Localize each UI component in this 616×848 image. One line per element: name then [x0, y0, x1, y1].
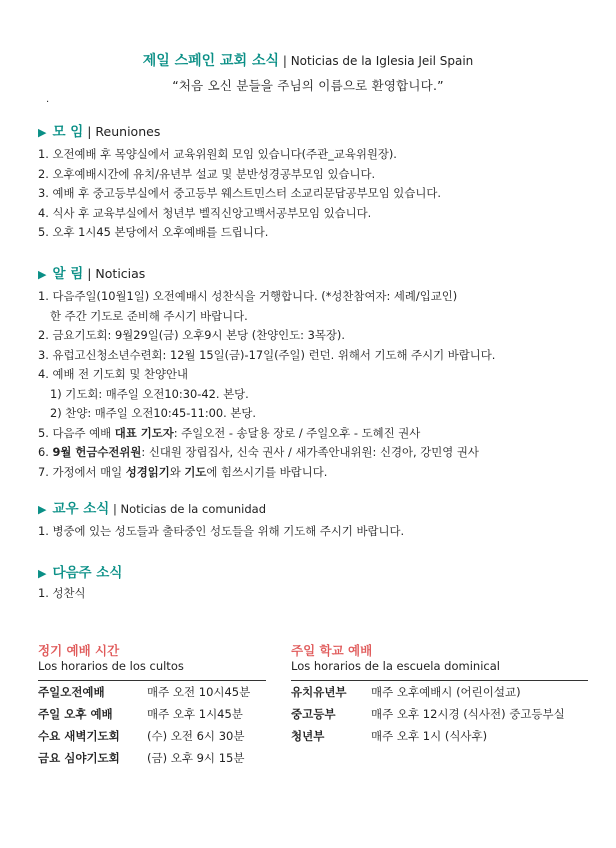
list-item: 4. 예배 전 기도회 및 찬양안내 [38, 367, 189, 381]
section-heading [38, 264, 598, 284]
section-meetings [38, 122, 598, 243]
service-name: 수요 새벽기도회 [38, 729, 120, 743]
section-heading [38, 499, 598, 519]
meetings-list [38, 145, 598, 243]
list-item: 3. 유럽고신청소년수련회: 12월 15일(금)-17일(주일) 런던. 위해서 기도해 주시기 바랍니다. [38, 347, 496, 362]
section-heading [38, 563, 598, 583]
item-text: 와 [169, 464, 185, 479]
welcome-message: “처음 오신 분들을 주님의 이름으로 환영합니다.” [172, 78, 444, 93]
service-time: (금) 오후 9시 15분 [147, 751, 245, 765]
section-next-week [38, 563, 598, 604]
item-bold-text: 대표 기도자 [114, 425, 174, 440]
schedule-row [291, 681, 588, 703]
schedule-row [38, 681, 266, 703]
section-community [38, 499, 598, 542]
list-sub-item: 1) 기도회: 매주일 오전10:30-42. 본당. [50, 386, 249, 401]
item-text: 5. 다음주 예배 [38, 425, 115, 440]
list-item: 1. 다음주일(10월1일) 오전예배시 성찬식을 거행합니다. (*성찬참여자: 세례/입교인) [38, 289, 458, 303]
next-week-list [38, 584, 598, 604]
triangle-marker-icon: ▶ [38, 126, 47, 139]
schedule-row [291, 703, 588, 725]
service-time: 매주 오후 1시45분 [147, 707, 243, 721]
department-name: 중고등부 [291, 707, 336, 721]
list-item: 4. 식사 후 교육부실에서 청년부 벨직신앙고백서공부모임 있습니다. [38, 205, 372, 220]
section-title-korean: 다음주 소식 [52, 565, 123, 581]
item-text: 7. 가정에서 매일 [38, 464, 126, 479]
school-title-korean: 주일 학교 예배 [291, 643, 373, 658]
community-list [38, 522, 598, 542]
list-item: 5. 오후 1시45 본당에서 오후예배를 드립니다. [38, 225, 269, 239]
list-sub-item: 2) 찬양: 매주일 오전10:45-11:00. 본당. [50, 406, 257, 420]
section-title-rest: | Noticias [83, 266, 146, 281]
schedule-row [38, 725, 266, 747]
sunday-school-schedule [291, 641, 588, 747]
item-text: : 신대원 장립집사, 신숙 권사 / 새가족안내위원: 신경아, 강민영 권사 [141, 445, 479, 459]
department-time: 매주 오후예배시 (어린이설교) [371, 685, 521, 699]
schedule-row [38, 747, 266, 769]
list-item: 1. 오전예배 후 목양실에서 교육위원회 모임 있습니다(주관_교육위원장). [38, 147, 397, 161]
section-title-rest: | Noticias de la comunidad [109, 502, 266, 516]
department-name: 청년부 [291, 729, 325, 743]
section-notices [38, 264, 598, 482]
section-title-korean: 모 임 [52, 124, 84, 140]
worship-title-spanish: Los horarios de los cultos [38, 659, 184, 673]
list-item [38, 424, 598, 444]
triangle-marker-icon: ▶ [38, 503, 47, 516]
list-item-continuation: 한 주간 기도로 준비해 주시기 바랍니다. [50, 308, 248, 323]
list-item: 2. 오후예배시간에 유치/유년부 설교 및 분반성경공부모임 있습니다. [38, 166, 376, 181]
department-name: 유치유년부 [291, 685, 347, 699]
list-item: 3. 예배 후 중고등부실에서 중고등부 웨스트민스터 소교리문답공부모임 있습니다. [38, 186, 441, 200]
title-spanish: Noticias de la Iglesia Jeil Spain [290, 54, 474, 68]
department-time: 매주 오후 12시경 (식사전) 중고등부실 [371, 707, 565, 721]
item-bold-text: 9월 헌금수전위원 [52, 445, 142, 459]
triangle-marker-icon: ▶ [38, 567, 47, 580]
list-item [38, 463, 598, 483]
notices-list [38, 287, 598, 482]
worship-schedule [38, 641, 266, 769]
schedule-row [38, 703, 266, 725]
schedule-row [291, 725, 588, 747]
list-item [38, 443, 598, 463]
item-text: 6. [38, 445, 53, 459]
bulletin-title-line [0, 50, 616, 70]
stray-dot: . [46, 94, 50, 105]
title-korean: 제일 스페인 교회 소식 [142, 53, 280, 69]
worship-title-korean: 정기 예배 시간 [38, 643, 120, 658]
bulletin-header [0, 50, 616, 94]
item-bold-text: 기도 [184, 464, 207, 479]
section-title-korean: 교우 소식 [52, 501, 110, 517]
triangle-marker-icon: ▶ [38, 268, 47, 281]
list-item: 1. 성찬식 [38, 586, 86, 600]
section-title-korean: 알 림 [52, 266, 84, 282]
list-item: 1. 병중에 있는 성도들과 출타중인 성도들을 위해 기도해 주시기 바랍니다. [38, 524, 405, 538]
service-name: 금요 심야기도회 [38, 751, 120, 765]
section-title-rest: | Reuniones [83, 124, 161, 139]
section-heading [38, 122, 598, 142]
item-text: 에 힘쓰시기를 바랍니다. [206, 464, 328, 479]
department-time: 매주 오후 1시 (식사후) [371, 729, 488, 743]
item-text: : 주일오전 - 송달용 장로 / 주일오후 - 도혜진 권사 [173, 425, 421, 440]
item-bold-text: 성경읽기 [125, 464, 170, 479]
service-time: (수) 오전 6시 30분 [147, 729, 245, 743]
school-title-spanish: Los horarios de la escuela dominical [291, 659, 500, 673]
service-name: 주일오전예배 [38, 685, 105, 699]
service-name: 주일 오후 예배 [38, 707, 113, 721]
service-time: 매주 오전 10시45분 [147, 685, 251, 699]
title-separator: | [279, 54, 291, 68]
list-item: 2. 금요기도회: 9월29일(금) 오후9시 본당 (찬양인도: 3목장). [38, 328, 345, 342]
